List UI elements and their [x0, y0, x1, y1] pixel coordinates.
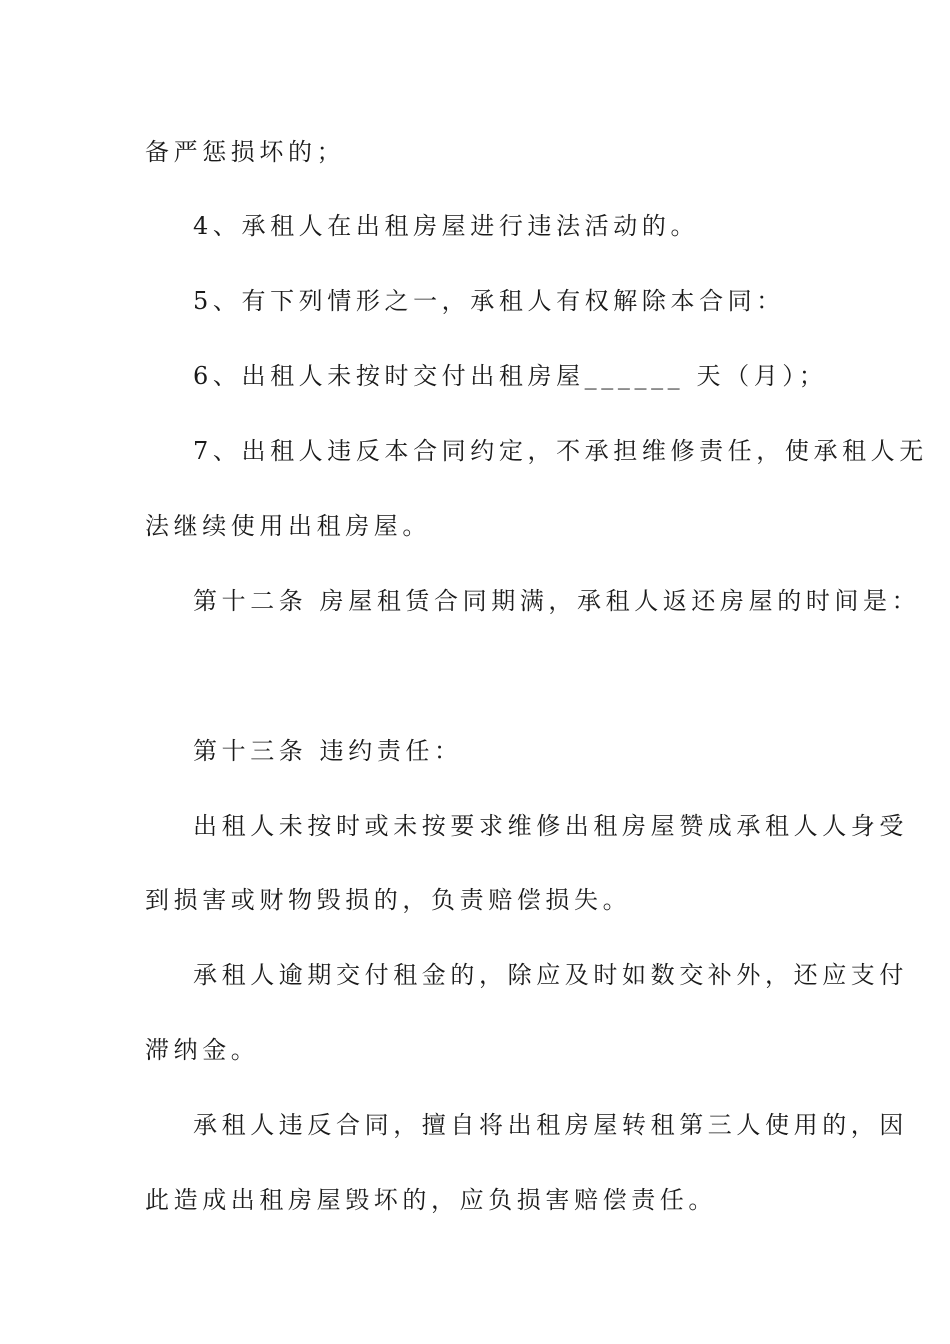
paragraph-line-10: 到损害或财物毁损的，负责赔偿损失。 [145, 886, 632, 914]
paragraph-line-7: 第十二条 房屋租赁合同期满，承租人返还房屋的时间是： [193, 587, 921, 615]
paragraph-line-13: 承租人违反合同，擅自将出租房屋转租第三人使用的，因 [193, 1111, 908, 1139]
paragraph-line-1: 备严惩损坏的； [145, 138, 346, 166]
paragraph-line-9: 出租人未按时或未按要求维修出租房屋赞成承租人人身受 [193, 812, 908, 840]
paragraph-line-3: 5、有下列情形之一，承租人有权解除本合同： [193, 287, 785, 315]
paragraph-line-8: 第十三条 违约责任： [193, 737, 463, 765]
paragraph-line-4: 6、出租人未按时交付出租房屋______ 天（月）； [193, 362, 828, 390]
paragraph-line-2: 4、承租人在出租房屋进行违法活动的。 [193, 212, 700, 240]
paragraph-line-11: 承租人逾期交付租金的，除应及时如数交补外，还应支付 [193, 961, 908, 989]
paragraph-line-6: 法继续使用出租房屋。 [145, 512, 431, 540]
paragraph-line-5: 7、出租人违反本合同约定，不承担维修责任，使承租人无 [193, 437, 928, 465]
paragraph-line-14: 此造成出租房屋毁坏的，应负损害赔偿责任。 [145, 1186, 717, 1214]
paragraph-line-12: 滞纳金。 [145, 1036, 260, 1064]
